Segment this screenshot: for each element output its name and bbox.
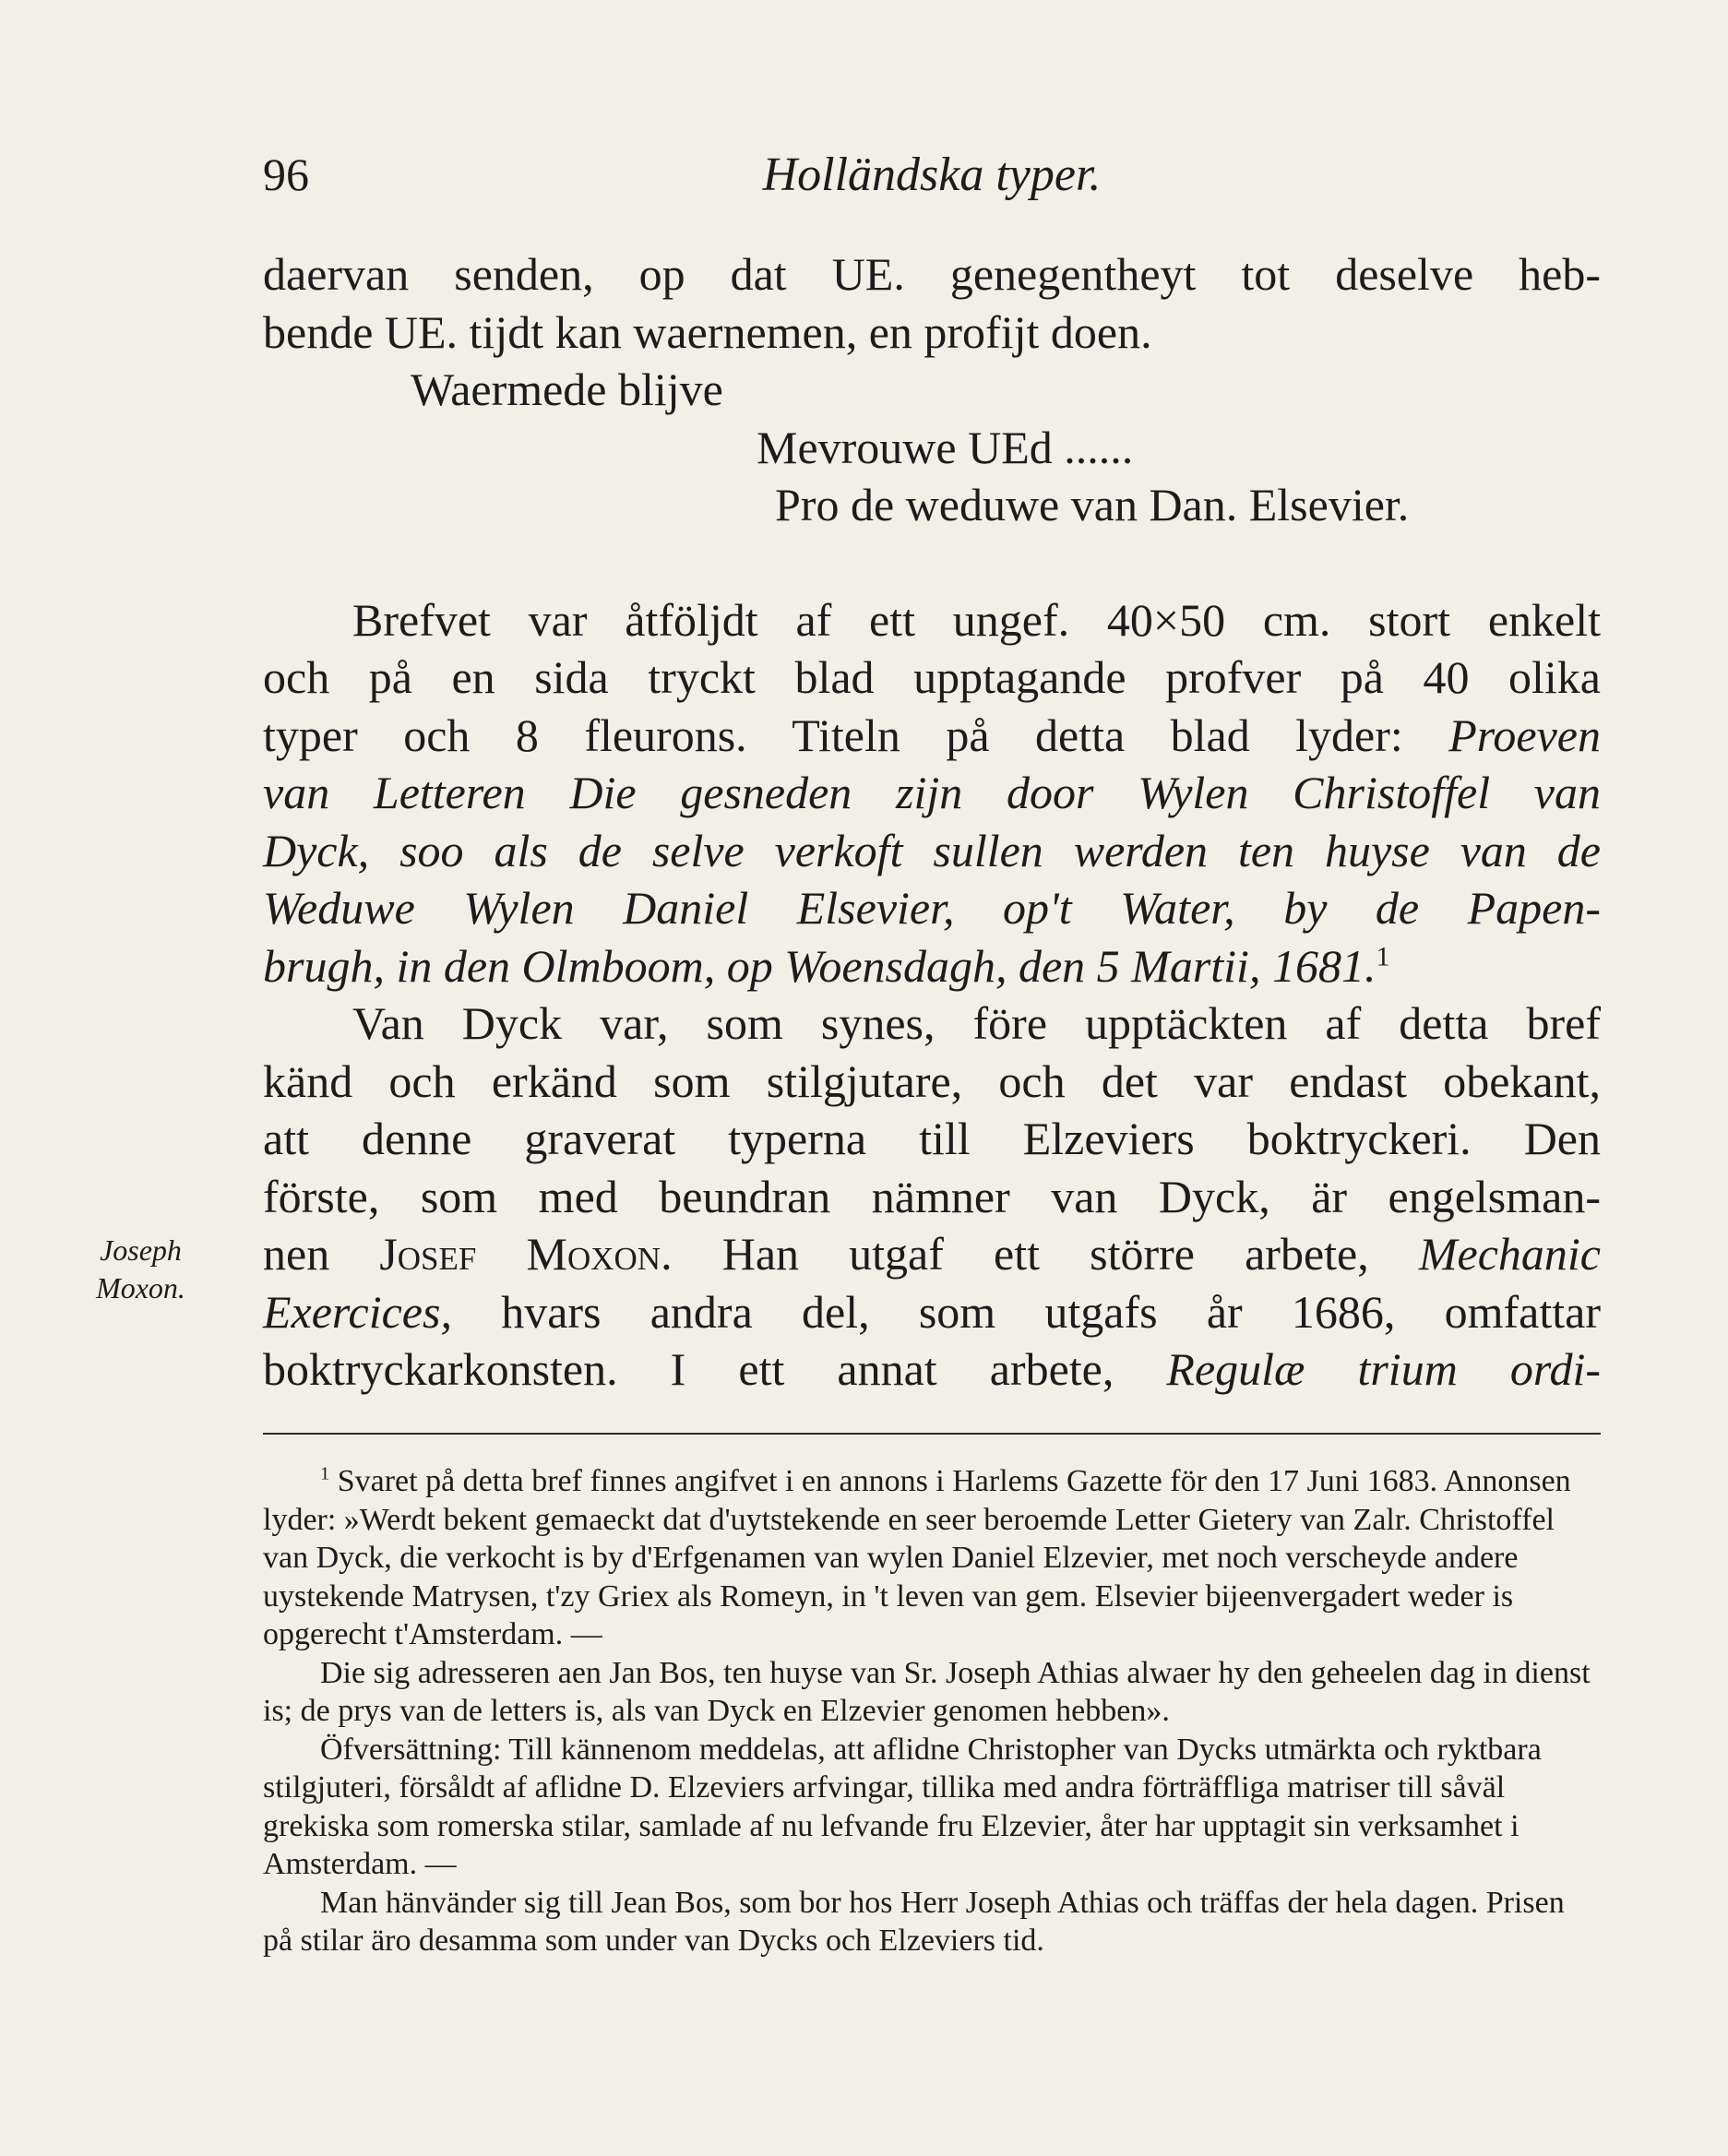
footnote-reference[interactable]: 1 [1376,940,1390,971]
book-title-run: Exercices, [263,1285,452,1338]
margin-note [65,1232,217,1307]
margin-note-line: Joseph [100,1233,182,1267]
paragraph-line [263,1225,1601,1283]
person-name: Josef Moxon [379,1228,661,1280]
paragraph-line: känd och erkänd som stilgjutare, och det var endast obekant, [263,1054,1601,1107]
paragraph-line: Van Dyck var, som synes, före upptäckten af detta bref [352,997,1601,1049]
footnote-paragraph [263,1462,1601,1654]
letter-signature: Pro de weduwe van Dan. Elsevier. [775,479,1410,530]
letter-closing: Waermede blijve [411,363,723,415]
paragraph-line [263,1283,1601,1341]
paragraph-line: och på en sida tryckt blad upptagande profver på 40 olika [263,651,1601,703]
paragraph-gap [263,534,1601,591]
text-run: hvars andra del, som utgafs år 1686, omfattar [451,1285,1601,1338]
book-title-run: brugh, in den Olmboom, op Woensdagh, den 5 Martii, 1681. [263,939,1376,992]
text-run: typer och 8 fleurons. Titeln på detta blad lyder: [263,709,1449,761]
page-number: 96 [263,149,309,200]
margin-note-line: Moxon. [96,1271,185,1304]
letter-salutation: Mevrouwe UEd ...... [757,421,1134,473]
paragraph-line: förste, som med beundran nämner van Dyck, är engelsman- [263,1170,1601,1222]
book-title-line: Weduwe Wylen Daniel Elsevier, op't Water, by de Papen- [263,882,1601,934]
book-title-run: Mechanic [1418,1228,1601,1280]
paragraph-line [263,707,1601,765]
footnote-block [263,1462,1601,1960]
footnote-marker: 1 [320,1463,330,1484]
letter-line: daervan senden, op dat UE. genegentheyt tot deselve heb- [263,248,1601,300]
footnote-divider [263,1433,1601,1435]
book-title-run: Proeven [1448,709,1601,761]
text-run: . Han utgaf ett större arbete, [661,1228,1419,1280]
paragraph-line: att denne graverat typerna till Elzeviers boktryckeri. Den [263,1113,1601,1164]
footnote-paragraph: Die sig adresseren aen Jan Bos, ten huyse van Sr. Joseph Athias alwaer hy den geheelen dag in dienst is; de prys van de letters is, als van Dyck en Elzevier genomen hebben». [263,1655,1591,1728]
book-title-line [263,937,1601,995]
book-title-line: Dyck, soo als de selve verkoft sullen werden ten huyse van de [263,824,1601,876]
letter-line: bende UE. tijdt kan waernemen, en profijt doen. [263,305,1152,358]
book-title-line: van Letteren Die gesneden zijn door Wylen Christoffel van [263,767,1601,818]
book-title-run: Regulæ trium ordi- [1166,1343,1601,1395]
footnote-text: Svaret på detta bref finnes angifvet i en annons i Harlems Gazette för den 17 Juni 1683. Annonsen lyder: »Werdt bekent gemaeckt dat d'uytstekende en seer beroemde Letter Gietery van Zalr. Christoffel van Dyck, die verkocht is by d'Erfgenamen van wylen Daniel Elzevier, met noch verscheyde andere uystekende Matrysen, t'zy Griex als Romeyn, in 't leven van gem. Elsevier bijeenvergadert weder is opgerecht t'Amsterdam. — [263,1464,1571,1651]
running-title: Holländska typer. [762,149,1102,201]
paragraph-line [263,1340,1601,1399]
paragraph-line: Brefvet var åtföljdt af ett ungef. 40×50 cm. stort enkelt [352,593,1601,646]
text-run: nen [263,1228,380,1280]
footnote-paragraph: Man hänvänder sig till Jean Bos, som bor hos Herr Joseph Athias och träffas der hela dagen. Prisen på stilar äro desamma som under van Dycks och Elzeviers tid. [263,1885,1565,1958]
main-text [263,245,1601,1399]
footnote-paragraph: Öfversättning: Till kännenom meddelas, att aflidne Christopher van Dycks utmärkta och ryktbara stilgjuteri, försåldt af aflidne D. Elzeviers arfvingar, tillika med andra förträffliga matriser till såväl grekiska som romerska stilar, samlade af nu lefvande fru Elzevier, åter har upptagit sin verksamhet i Amsterdam. — [263,1732,1542,1881]
page-header [263,148,1601,212]
text-run: boktryckarkonsten. I ett annat arbete, [263,1343,1167,1395]
